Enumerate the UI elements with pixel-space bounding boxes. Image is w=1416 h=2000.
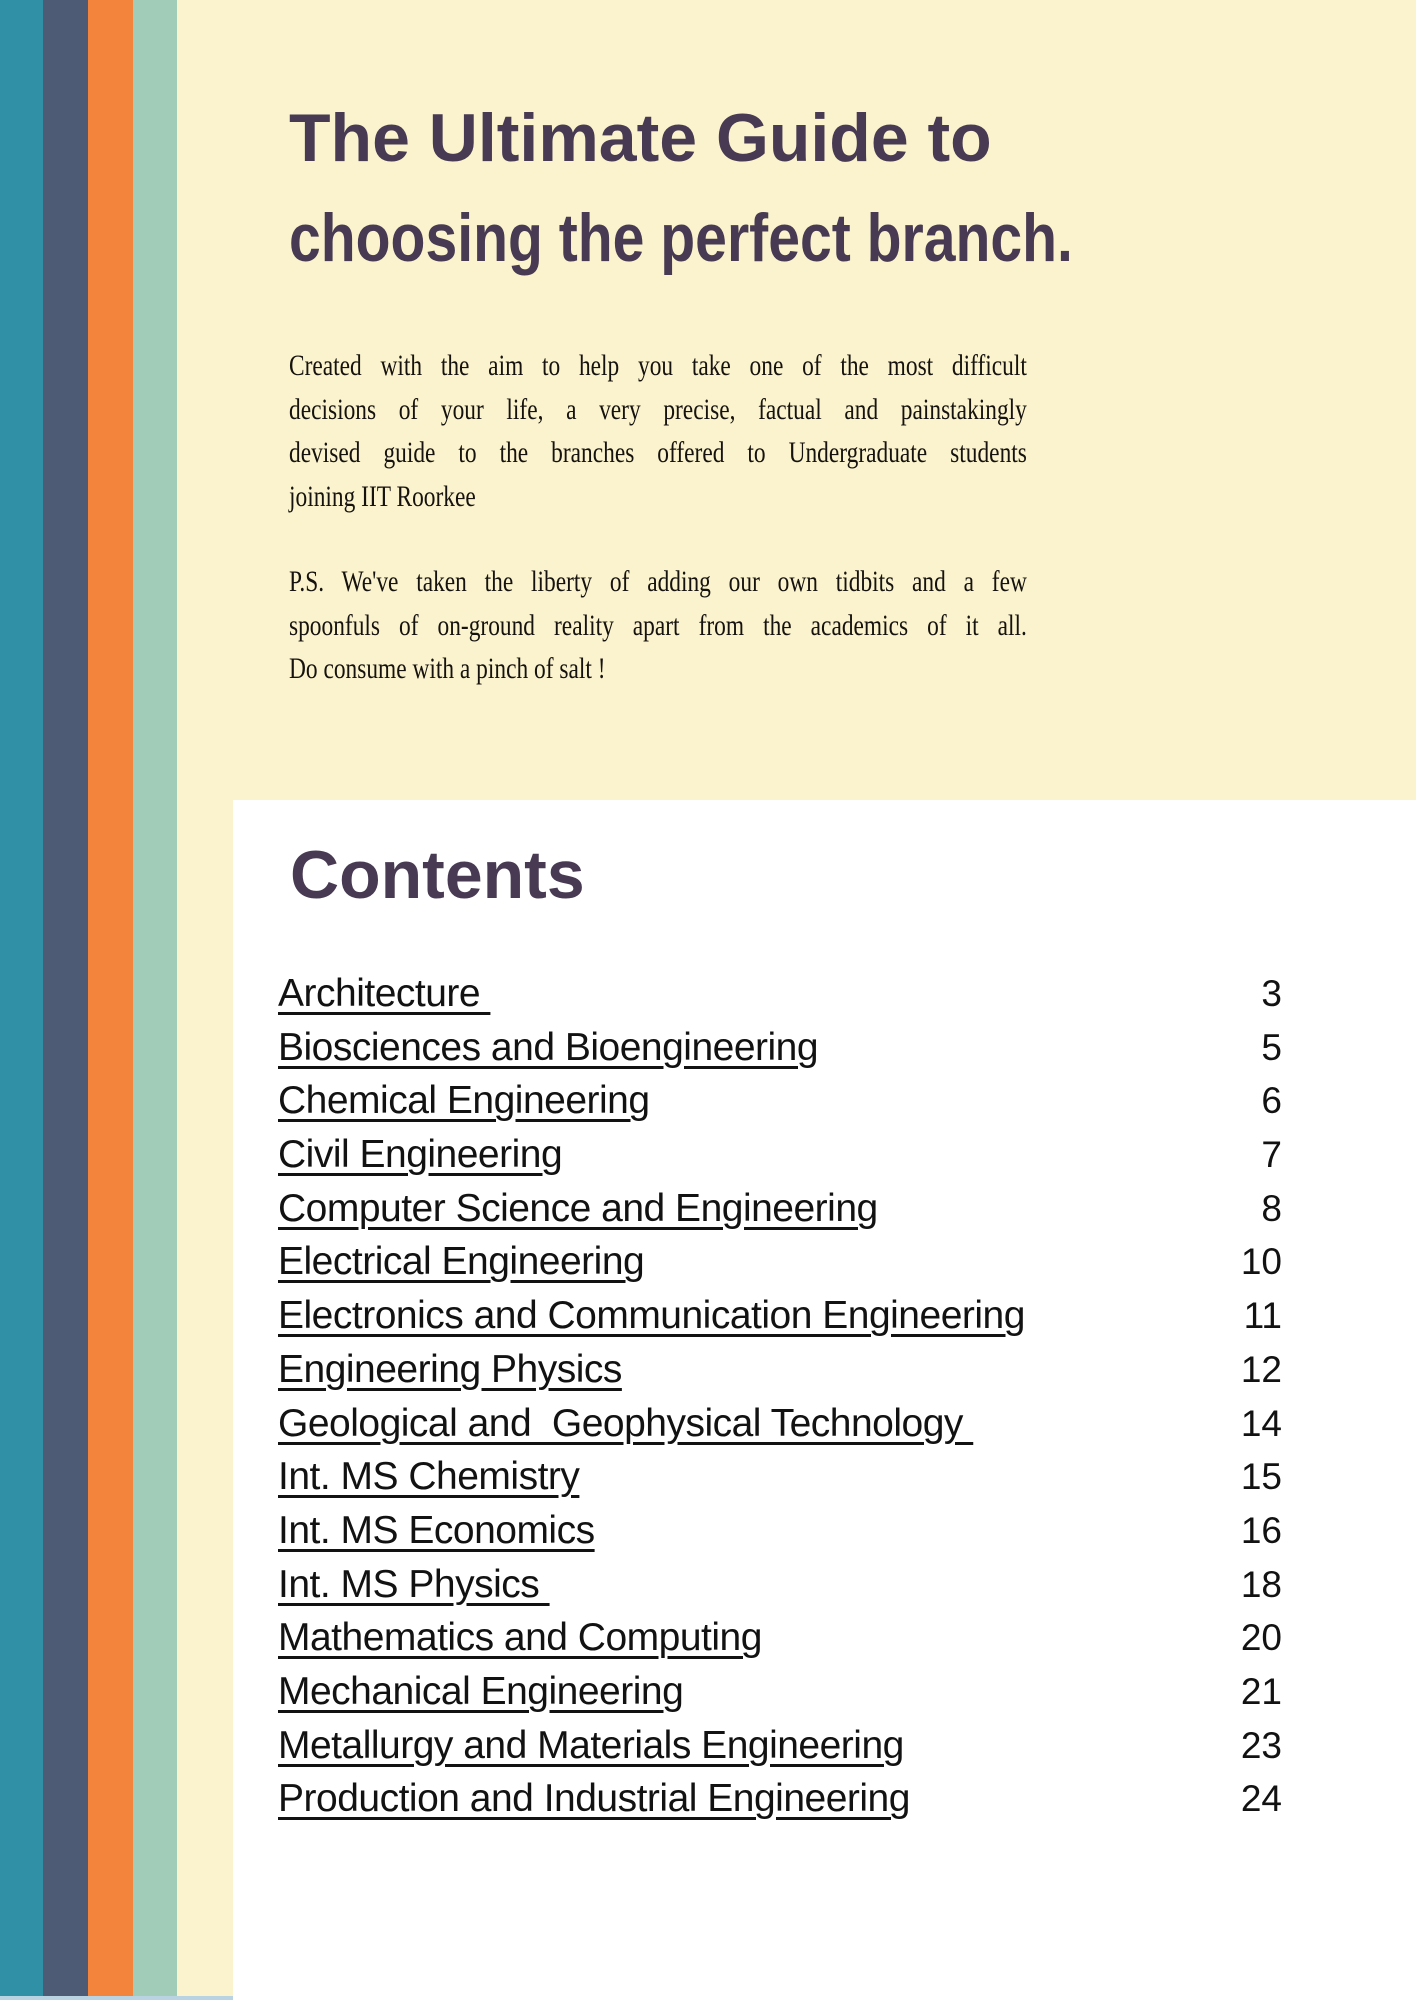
document-title-line2: choosing the perfect branch. xyxy=(289,200,1073,276)
paragraph-line: joining IIT Roorkee xyxy=(289,479,476,513)
toc-page-number: 5 xyxy=(1261,1026,1282,1068)
toc-row xyxy=(278,1240,1282,1294)
intro-paragraph-2 xyxy=(289,560,1027,691)
toc-row xyxy=(278,1670,1282,1724)
decorative-stripe-teal xyxy=(0,0,43,2000)
document-title xyxy=(289,88,1222,288)
toc-page-number: 18 xyxy=(1240,1563,1282,1605)
toc-link-electronics-and-communication-engineering[interactable]: Electronics and Communication Engineering xyxy=(278,1294,1025,1338)
toc-row xyxy=(278,1616,1282,1670)
toc-link-architecture[interactable]: Architecture xyxy=(278,972,491,1015)
toc-row xyxy=(278,1509,1282,1563)
toc-page-number: 14 xyxy=(1240,1402,1282,1444)
toc-row xyxy=(278,1187,1282,1241)
intro-paragraph-1 xyxy=(289,344,1027,518)
toc-link-biosciences-and-bioengineering[interactable]: Biosciences and Bioengineering xyxy=(278,1025,819,1069)
toc-page-number: 10 xyxy=(1240,1241,1282,1283)
toc-page-number: 15 xyxy=(1240,1456,1282,1498)
toc-page-number: 16 xyxy=(1240,1509,1282,1551)
toc-page-number: 11 xyxy=(1243,1295,1282,1337)
page-bottom-edge xyxy=(0,1996,233,2000)
toc-page-number: 6 xyxy=(1261,1080,1282,1122)
toc-row xyxy=(278,1777,1282,1831)
toc-link-production-and-industrial-engineering[interactable]: Production and Industrial Engineering xyxy=(278,1777,910,1821)
toc-link-computer-science-and-engineering[interactable]: Computer Science and Engineering xyxy=(278,1186,878,1230)
toc-page-number: 3 xyxy=(1261,973,1282,1014)
paragraph-line: devised guide to the branches offered to Undergraduate students xyxy=(289,436,1027,469)
paragraph-line: Do consume with a pinch of salt ! xyxy=(289,652,606,685)
toc-page-number: 23 xyxy=(1240,1724,1282,1766)
toc-page-number: 21 xyxy=(1240,1670,1282,1712)
toc-link-int-ms-chemistry[interactable]: Int. MS Chemistry xyxy=(278,1455,580,1499)
toc-page-number: 7 xyxy=(1261,1134,1282,1176)
toc-link-geological-and-geophysical-technology[interactable]: Geological and Geophysical Technology xyxy=(278,1401,974,1445)
table-of-contents xyxy=(278,972,1282,1831)
toc-page-number: 20 xyxy=(1240,1617,1282,1659)
paragraph-line: spoonfuls of on-ground reality apart from the academics of it all. xyxy=(289,608,1027,642)
decorative-stripe-slate xyxy=(43,0,88,2000)
paragraph-line: decisions of your life, a very precise, factual and painstakingly xyxy=(289,392,1027,426)
paragraph-line: Created with the aim to help you take one of the most difficult xyxy=(289,349,1027,382)
paragraph-line: P.S. We've taken the liberty of adding our own tidbits and a few xyxy=(289,565,1027,598)
toc-row xyxy=(278,972,1282,1026)
decorative-stripe-orange xyxy=(88,0,133,2000)
document-title-line1: The Ultimate Guide to xyxy=(289,100,992,176)
toc-page-number: 12 xyxy=(1240,1348,1282,1390)
toc-link-mathematics-and-computing[interactable]: Mathematics and Computing xyxy=(278,1616,762,1660)
toc-link-civil-engineering[interactable]: Civil Engineering xyxy=(278,1133,563,1177)
toc-link-int-ms-economics[interactable]: Int. MS Economics xyxy=(278,1508,595,1552)
toc-row xyxy=(278,1348,1282,1402)
toc-row xyxy=(278,1724,1282,1778)
toc-link-metallurgy-and-materials-engineering[interactable]: Metallurgy and Materials Engineering xyxy=(278,1723,904,1767)
toc-page-number: 8 xyxy=(1261,1187,1282,1229)
toc-link-electrical-engineering[interactable]: Electrical Engineering xyxy=(278,1240,645,1284)
toc-row xyxy=(278,1563,1282,1617)
decorative-stripe-sage xyxy=(133,0,177,2000)
toc-page-number: 24 xyxy=(1240,1778,1282,1820)
toc-row xyxy=(278,1026,1282,1080)
toc-link-engineering-physics[interactable]: Engineering Physics xyxy=(278,1347,622,1391)
toc-row xyxy=(278,1402,1282,1456)
toc-row xyxy=(278,1079,1282,1133)
toc-row xyxy=(278,1294,1282,1348)
toc-row xyxy=(278,1455,1282,1509)
toc-link-int-ms-physics[interactable]: Int. MS Physics xyxy=(278,1562,550,1606)
toc-row xyxy=(278,1133,1282,1187)
toc-link-chemical-engineering[interactable]: Chemical Engineering xyxy=(278,1079,650,1123)
contents-heading: Contents xyxy=(290,837,585,913)
toc-link-mechanical-engineering[interactable]: Mechanical Engineering xyxy=(278,1669,684,1713)
